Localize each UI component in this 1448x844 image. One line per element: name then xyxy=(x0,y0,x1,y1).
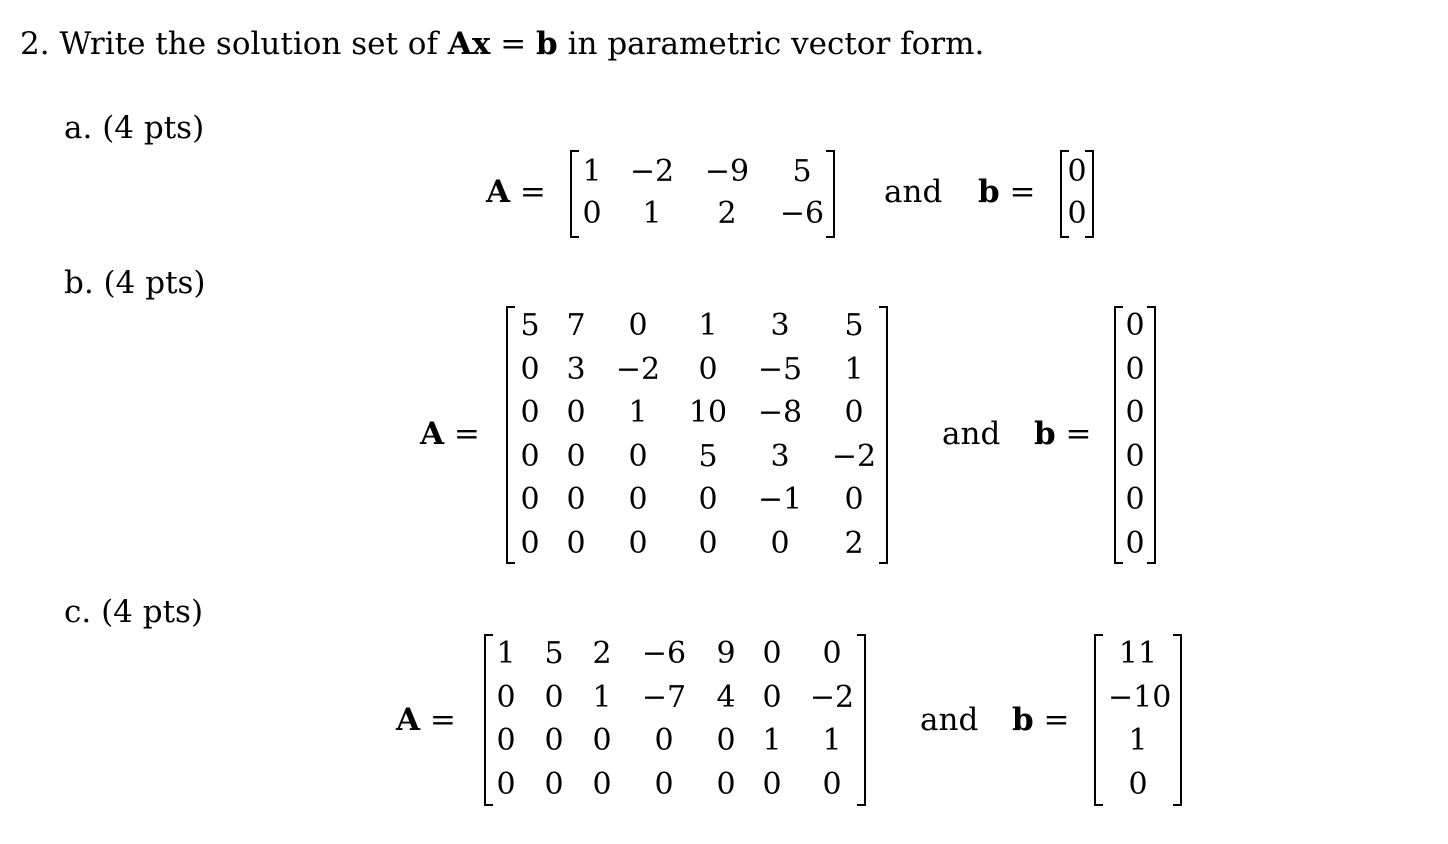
part-c-matrix-A-entry: 0 xyxy=(822,766,842,802)
part-c-and: and xyxy=(920,702,979,738)
part-b-vector-b-entry: 0 xyxy=(1125,482,1145,517)
part-b-matrix-A xyxy=(506,306,888,564)
part-a-matrix-A-entry: −9 xyxy=(704,154,750,189)
part-b-b-equals: = xyxy=(1065,416,1092,452)
part-b-matrix-A-entry: −8 xyxy=(757,395,803,430)
part-b-label: b. (4 pts) xyxy=(64,265,206,301)
part-b-matrix-A-entry: 0 xyxy=(628,482,648,517)
part-a-matrix-A-entry: −6 xyxy=(779,196,825,231)
part-c-vector-b-entry: 11 xyxy=(1118,636,1158,671)
part-b-matrix-A-entry: −2 xyxy=(831,438,877,474)
part-c-matrix-A-entry: 0 xyxy=(592,766,612,802)
part-c-matrix-A-entry: 0 xyxy=(544,766,564,802)
part-a-and: and xyxy=(884,174,943,210)
part-c-matrix-A xyxy=(484,634,866,806)
part-b-matrix-A-entry: 0 xyxy=(566,482,586,517)
part-c-matrix-A-entry: 0 xyxy=(544,723,564,758)
part-b-matrix-A-entry: 0 xyxy=(566,525,586,561)
part-b-matrix-A-entry: 0 xyxy=(520,438,540,474)
part-b-matrix-A-entry: 0 xyxy=(844,395,864,430)
problem-equals: = xyxy=(500,26,527,62)
part-b-A-symbol: A xyxy=(420,416,445,452)
part-c-matrix-A-entry: −7 xyxy=(641,679,687,715)
part-c-b-equals: = xyxy=(1043,702,1070,738)
part-a-vector-b-entry: 0 xyxy=(1067,196,1087,231)
part-c-matrix-A-entry: 0 xyxy=(762,636,782,671)
part-b-b-symbol: b xyxy=(1034,416,1056,452)
part-c-vector-b-entry: −10 xyxy=(1108,679,1172,715)
part-b-matrix-A-entry: 0 xyxy=(628,308,648,343)
part-c-matrix-A-entry: −2 xyxy=(809,679,855,715)
part-a-b-equals: = xyxy=(1009,174,1036,210)
part-c-matrix-A-entry: 1 xyxy=(762,723,782,758)
part-a-b-symbol: b xyxy=(978,174,1000,210)
part-c-A-equals: = xyxy=(429,702,456,738)
part-c-matrix-A-entry: 0 xyxy=(654,723,674,758)
part-c-matrix-A-entry: 0 xyxy=(496,679,516,715)
part-c-vector-b xyxy=(1094,634,1182,806)
part-a-b-equation xyxy=(978,172,1036,212)
part-b-A-equation xyxy=(420,414,480,454)
problem-bold-b: b xyxy=(536,26,558,62)
part-b-matrix-A-entry: 0 xyxy=(520,395,540,430)
part-c-label: c. (4 pts) xyxy=(64,594,204,630)
part-c-matrix-A-entry: 5 xyxy=(544,636,564,671)
part-b-matrix-A-entry: 0 xyxy=(698,482,718,517)
part-c-matrix-A-entry: 0 xyxy=(654,766,674,802)
part-c-matrix-A-entry: 0 xyxy=(496,723,516,758)
part-b-matrix-A-entry: 2 xyxy=(844,525,864,561)
part-c-matrix-A-entry: 0 xyxy=(544,679,564,715)
part-a-label: a. (4 pts) xyxy=(64,110,205,146)
part-b-matrix-A-entry: 1 xyxy=(628,395,648,430)
part-a-matrix-A-entry: 1 xyxy=(582,154,602,189)
part-c-matrix-A-entry: −6 xyxy=(641,636,687,671)
part-b-matrix-A-entry: 0 xyxy=(698,351,718,387)
part-b-matrix-A-entry: 0 xyxy=(844,482,864,517)
part-c-matrix-A-entry: 1 xyxy=(496,636,516,671)
part-b-matrix-A-entry: 0 xyxy=(520,482,540,517)
part-b-vector-b-entry: 0 xyxy=(1125,308,1145,343)
part-c-A-symbol: A xyxy=(396,702,421,738)
part-b-matrix-A-entry: 0 xyxy=(520,351,540,387)
part-c-matrix-A-entry: 1 xyxy=(592,679,612,715)
part-b-matrix-A-entry: 5 xyxy=(844,308,864,343)
part-b-and: and xyxy=(942,416,1001,452)
part-b-matrix-A-entry: 0 xyxy=(566,438,586,474)
part-b-vector-b-entry: 0 xyxy=(1125,395,1145,430)
part-c-matrix-A-entry: 0 xyxy=(822,636,842,671)
part-a-matrix-A-entry: 5 xyxy=(792,154,812,189)
part-a-matrix-A-entry: 2 xyxy=(717,196,737,231)
part-c-b-equation xyxy=(1012,700,1070,740)
part-a-matrix-A xyxy=(570,150,835,238)
part-b-matrix-A-entry: −5 xyxy=(757,351,803,387)
part-b-matrix-A-entry: 0 xyxy=(698,525,718,561)
part-c-matrix-A-entry: 0 xyxy=(762,766,782,802)
part-b-matrix-A-entry: −1 xyxy=(757,482,803,517)
part-b-matrix-A-entry: 3 xyxy=(770,438,790,474)
part-b-vector-b-entry: 0 xyxy=(1125,438,1145,474)
part-b-matrix-A-entry: 7 xyxy=(566,308,586,343)
part-b-matrix-A-entry: 5 xyxy=(698,438,718,474)
part-a-A-equation xyxy=(486,172,546,212)
part-b-b-equation xyxy=(1034,414,1092,454)
part-c-vector-b-entry: 0 xyxy=(1128,766,1148,802)
part-b-vector-b xyxy=(1114,306,1156,564)
problem-text-before: Write the solution set of xyxy=(59,26,438,62)
part-b-matrix-A-entry: 3 xyxy=(770,308,790,343)
part-a-A-symbol: A xyxy=(486,174,511,210)
part-b-matrix-A-entry: 10 xyxy=(688,395,728,430)
part-b-vector-b-entry: 0 xyxy=(1125,351,1145,387)
problem-number: 2. xyxy=(20,26,50,62)
part-c-matrix-A-entry: 0 xyxy=(592,723,612,758)
part-c-vector-b-entry: 1 xyxy=(1128,723,1148,758)
part-b-matrix-A-entry: 1 xyxy=(844,351,864,387)
part-c-matrix-A-entry: 2 xyxy=(592,636,612,671)
part-c-matrix-A-entry: 1 xyxy=(822,723,842,758)
part-a-matrix-A-entry: −2 xyxy=(629,154,675,189)
part-b-matrix-A-entry: 3 xyxy=(566,351,586,387)
part-b-matrix-A-entry: 0 xyxy=(770,525,790,561)
part-b-matrix-A-entry: 0 xyxy=(628,525,648,561)
part-c-matrix-A-entry: 9 xyxy=(716,636,736,671)
part-a-matrix-A-entry: 1 xyxy=(642,196,662,231)
part-a-vector-b xyxy=(1060,150,1094,238)
part-a-matrix-A-entry: 0 xyxy=(582,196,602,231)
part-c-matrix-A-entry: 0 xyxy=(496,766,516,802)
problem-statement xyxy=(20,24,984,64)
part-b-matrix-A-entry: 0 xyxy=(628,438,648,474)
part-b-matrix-A-entry: −2 xyxy=(615,351,661,387)
part-a-A-equals: = xyxy=(519,174,546,210)
part-b-vector-b-entry: 0 xyxy=(1125,525,1145,561)
part-a-vector-b-entry: 0 xyxy=(1067,154,1087,189)
part-c-A-equation xyxy=(396,700,456,740)
part-b-A-equals: = xyxy=(453,416,480,452)
part-c-matrix-A-entry: 4 xyxy=(716,679,736,715)
part-b-matrix-A-entry: 1 xyxy=(698,308,718,343)
part-b-matrix-A-entry: 0 xyxy=(566,395,586,430)
problem-text-after: in parametric vector form. xyxy=(567,26,985,62)
part-c-matrix-A-entry: 0 xyxy=(762,679,782,715)
part-b-matrix-A-entry: 5 xyxy=(520,308,540,343)
part-c-b-symbol: b xyxy=(1012,702,1034,738)
part-c-matrix-A-entry: 0 xyxy=(716,766,736,802)
problem-bold-ax: Ax xyxy=(447,26,491,62)
part-b-matrix-A-entry: 0 xyxy=(520,525,540,561)
part-c-matrix-A-entry: 0 xyxy=(716,723,736,758)
